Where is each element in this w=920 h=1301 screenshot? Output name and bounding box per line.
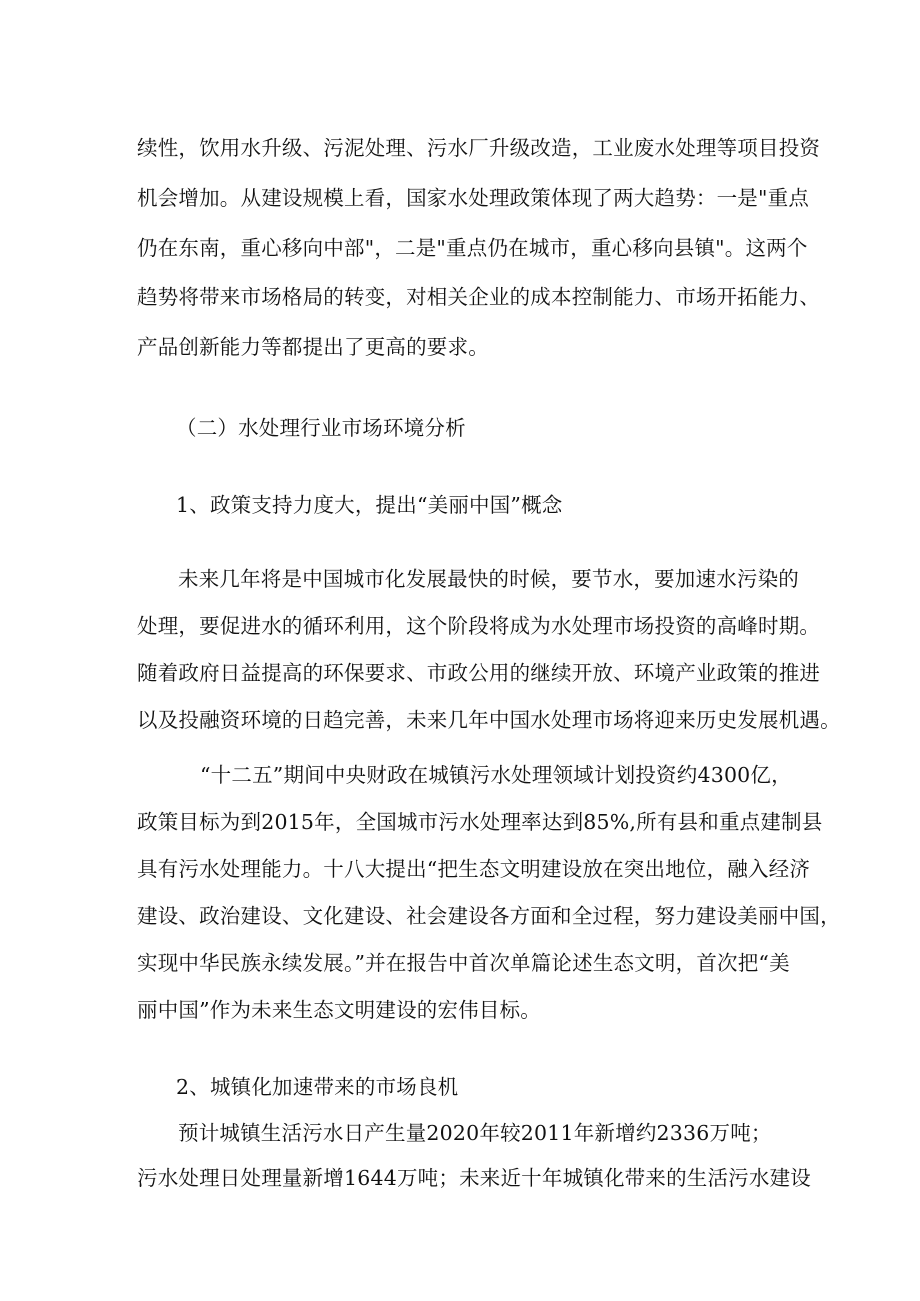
- para2-line-6: 丽中国”作为未来生态文明建设的宏伟目标。: [137, 998, 541, 1022]
- para1-line-3: 随着政府日益提高的环保要求、市政公用的继续开放、环境产业政策的推进: [137, 661, 821, 685]
- para2-line-3: 具有污水处理能力。十八大提出“把生态文明建设放在突出地位，融入经济: [137, 857, 811, 881]
- para3-line-2: 污水处理日处理量新增1644万吨；未来近十年城镇化带来的生活污水建设: [137, 1166, 811, 1190]
- intro-line-5: 产品创新能力等都提出了更高的要求。: [137, 335, 489, 359]
- para2-line-2: 政策目标为到2015年，全国城市污水处理率达到85%,所有县和重点建制县: [137, 810, 823, 834]
- intro-line-1: 续性，饮用水升级、污泥处理、污水厂升级改造，工业废水处理等项目投资: [137, 136, 821, 160]
- para1-line-4: 以及投融资环境的日趋完善，未来几年中国水处理市场将迎来历史发展机遇。: [137, 708, 841, 732]
- para1-line-1: 未来几年将是中国城市化发展最快的时候，要节水，要加速水污染的: [178, 567, 799, 591]
- subsection-heading-2: 2、城镇化加速带来的市场良机: [176, 1075, 459, 1099]
- para1-line-2: 处理，要促进水的循环利用，这个阶段将成为水处理市场投资的高峰时期。: [137, 614, 821, 638]
- section-heading: （二）水处理行业市场环境分析: [176, 416, 466, 440]
- para3-line-1: 预计城镇生活污水日产生量2020年较2011年新增约2336万吨；: [178, 1121, 772, 1145]
- intro-line-3: 仍在东南，重心移向中部"，二是"重点仍在城市，重心移向县镇"。这两个: [137, 236, 808, 260]
- subsection-heading-1: 1、政策支持力度大，提出“美丽中国”概念: [176, 493, 563, 517]
- para2-line-1: “十二五”期间中央财政在城镇污水处理领域计划投资约4300亿，: [200, 763, 792, 787]
- para2-line-5: 实现中华民族永续发展。”并在报告中首次单篇论述生态文明，首次把“美: [137, 951, 790, 975]
- para2-line-4: 建设、政治建设、文化建设、社会建设各方面和全过程，努力建设美丽中国，: [137, 904, 841, 928]
- intro-line-4: 趋势将带来市场格局的转变，对相关企业的成本控制能力、市场开拓能力、: [137, 285, 821, 309]
- intro-line-2: 机会增加。从建设规模上看，国家水处理政策体现了两大趋势：一是"重点: [137, 186, 810, 210]
